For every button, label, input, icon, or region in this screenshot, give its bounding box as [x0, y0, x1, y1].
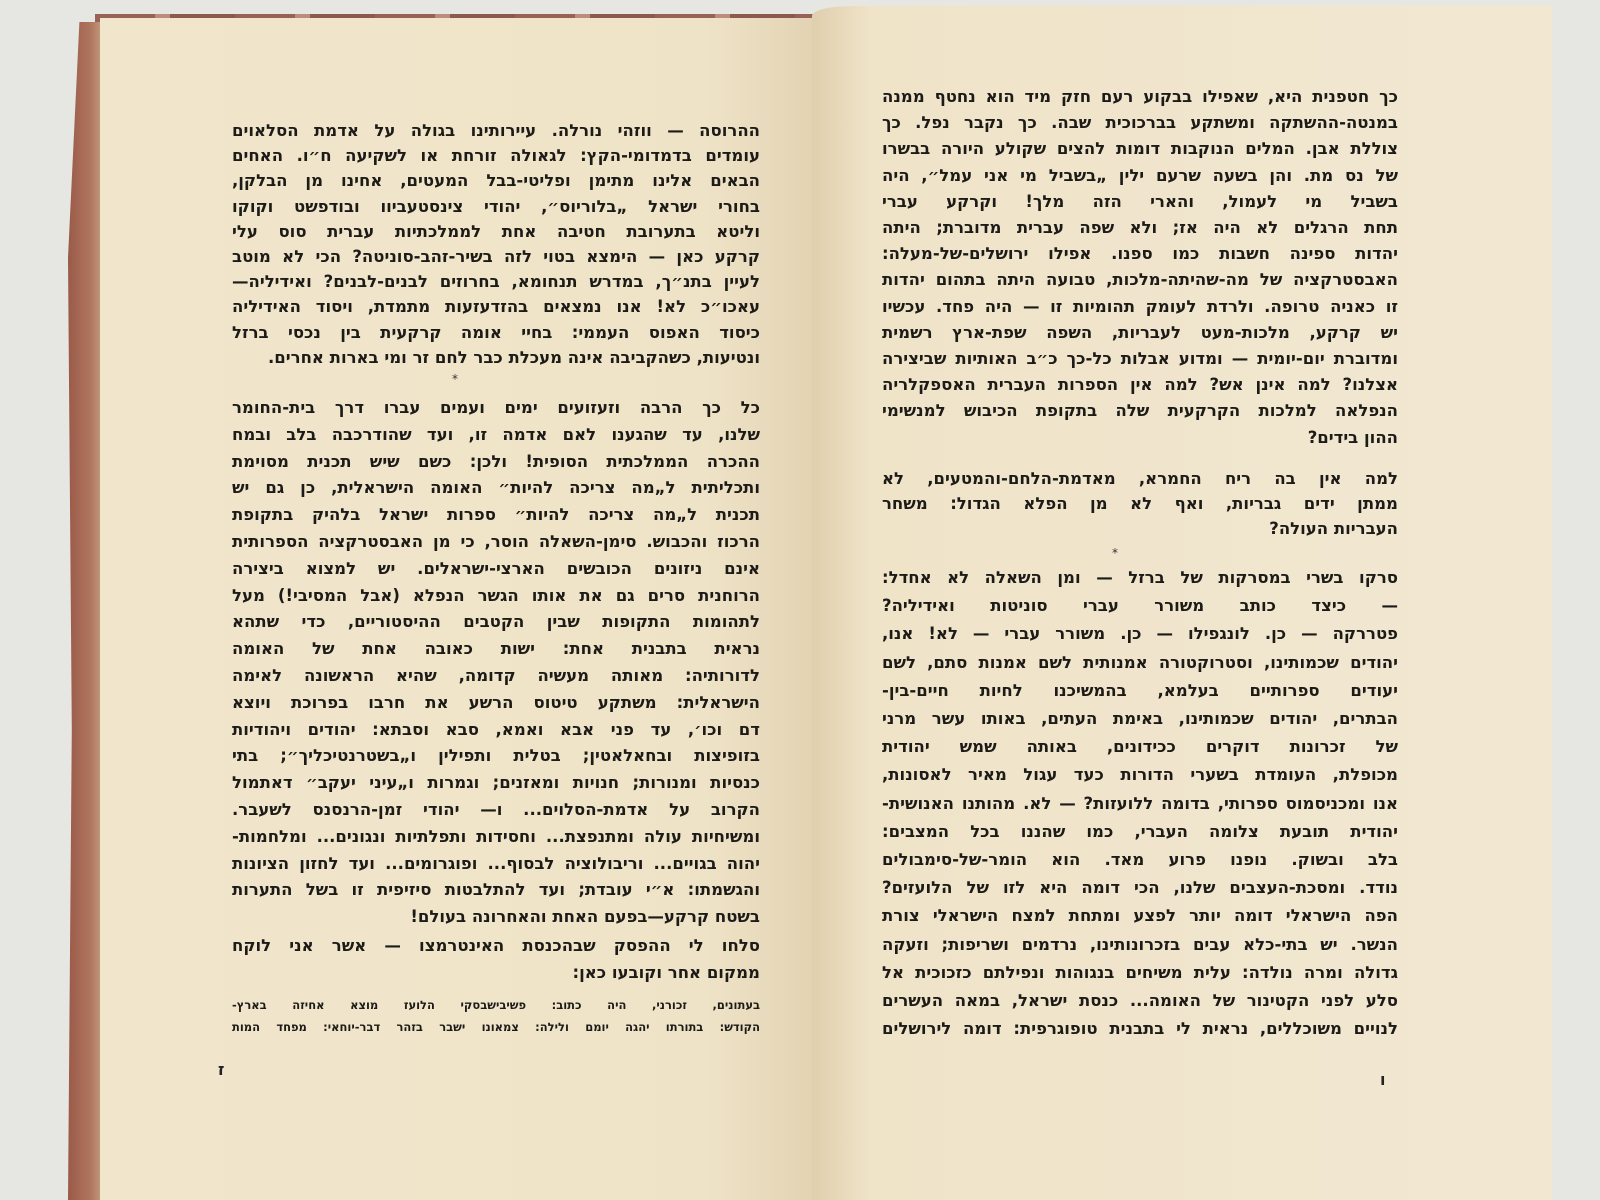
text-line: קרקע כאן — הימצא בטוי לזה בשיר-זהב-סוניטה? הכי לא מוטב — [232, 247, 760, 267]
text-line: למה אין בה ריח החמרא, מאדמת-הלחם-והמטעים, לא — [882, 469, 1398, 488]
text-line: לעיין בתנ״ך, במדרש תנחומא, בחרוזים לבנים-לבנים? ואידיליה— — [232, 272, 760, 292]
text-line: צוללת אבן. המלים הנוקבות דומות להצים שקולע היורה בבשרו — [882, 139, 1398, 159]
text-line: האבסטרקציה של מה-שהיתה-מלכות, טבועה היתה בתהום יהדות — [882, 270, 1398, 290]
text-line: סלע לפני הקטינור של האומה... כנסת ישראל, במאה העשרים — [882, 991, 1398, 1011]
right-section-separator: * — [1112, 546, 1118, 560]
text-line: ההרוסה — ווזהי נורלה. עיירותינו בגולה על אדמת הסלאוים — [232, 121, 760, 140]
text-line: בעתונים, זכורני, היה כתוב: פשיבישבסקי הלועז מוצא אחיזה בארץ- — [232, 998, 760, 1012]
text-line: הישראלית: משתקע טיטוס הרשע את חרבו בפרוכת ויוצא — [232, 692, 760, 712]
text-line: ומדוברת יום-יומית — ומדוע אבלות כל-כך כ״ב האותיות שביצירה — [882, 349, 1398, 369]
text-line: לדורותיה: מאותה מעשיה קדומה, שהיא הראשונה לאימה — [232, 665, 760, 685]
text-line: ותכליתית ל„מה צריכה להיות״ האומה הישראלית, כן גם יש — [232, 478, 760, 498]
text-line: יש קרקע, מלכות-מעט לעבריות, השפה שפת-ארץ רשמית — [882, 322, 1398, 342]
text-line: של זכרונות דוקרים ככידונים, באותה שמש יהודית — [882, 737, 1398, 757]
text-line: בשטח קרקע—בפעם האחת והאחרונה בעולם! — [410, 907, 760, 927]
text-line: והגשמתו: א״י עובדת; ועד להתלבטות סיזיפית זו בשל התערות — [232, 880, 760, 900]
text-line: זו כאניה טרופה. ולרדת לעומק תהומיות זו — היה פחד. עכשיו — [882, 296, 1398, 316]
text-line: ממתן ידים גבריות, ואף לא מן הפלא הגדול: משחר — [882, 494, 1398, 513]
text-line: ומשיחיות עולה ומתנפצת... וחסידות ותפלתיות ונגונים... ומלחמות- — [232, 826, 760, 846]
text-line: דם וכו׳, עד פני אבא ואמא, סבא וסבתא: יהודים ויהודיות — [232, 719, 760, 739]
text-line: מכופלת, העומדת בשערי הדורות כעד עגול מאיר לאסונות, — [882, 765, 1398, 785]
text-line: אצלנו? למה אינן אש? למה אין הספרות העברית האספקלריה — [882, 375, 1398, 395]
text-line: כך חטפנית היא, שאפילו בבקוע רעם חזק מיד הוא נחטף ממנה — [882, 87, 1398, 106]
text-line: תחת הרגלים לא היה אז; ולא שפה עברית מדוברת; היתה — [882, 218, 1398, 238]
text-line: יהוה בגויים... וריבולוציה לבסוף... ופוגרומים... ועד לחזון הציונות — [232, 853, 760, 873]
text-line: הנשר. יש בתי-כלא עבים בזכרונותינו, נרדמים ושריפות; וזעקה — [882, 934, 1398, 954]
left-footnote — [232, 994, 760, 1038]
text-line: עומדים בדמדומי-הקץ: לגאולה זורחת או לשקיעה ח״ו. האחים — [232, 146, 760, 166]
text-line: הקרוב על אדמת-הסלוים... ו— יהודי זמן-הרנסנס לשעבר. — [232, 799, 760, 819]
right-page-number: ו — [1380, 1070, 1386, 1089]
text-line: עאכו״כ לא! אנו נמצאים בהזדעזעות מתמדת, ויסוד האידיליה — [232, 297, 760, 317]
text-line: במנטה-ההשתקה ומשתקע בברכוכית שבה. כך נקבר נפל. כך — [882, 113, 1398, 133]
text-line: בלב ובשוק. נופנו פרוע מאד. הוא הומר-של-סימבולים — [882, 850, 1398, 870]
text-line: הפה הישראלי דומה יותר לפצע ומתחת למצח הישראלי צורת — [882, 906, 1398, 926]
text-line: אינם ניזונים הכובשים הארצי-ישראלים. יש למצוא ביצירה — [232, 558, 760, 578]
text-line: יהודים שכמותינו, וסטרוקטורה אמנותית לשם אמנות סתם, לשם — [882, 652, 1398, 672]
text-line: לתהומות התקופות שבין הקטבים ההיסטוריים, כדי שתהא — [232, 612, 760, 632]
text-line: יעודים ספרותיים בעלמא, בהמשיכנו לחיות חיים-בין- — [882, 680, 1398, 700]
text-line: נודד. ומסכת-העצבים שלנו, הכי דומה היא לזו של הלועזים? — [882, 878, 1398, 898]
text-line: יהודית תובעת צלומה העברי, כמו שהננו בכל המצבים: — [882, 821, 1398, 841]
text-line: כיסוד האפוס העממי: בחיי אומה קרקעית בין נכסי ברזל — [232, 322, 760, 342]
text-line: ונטיעות, כשהקביבה אינה מעכלת כבר לחם זר ומי בארות אחרים. — [268, 347, 760, 367]
text-line: בחורי ישראל „בלוריוס״, יהודי צינסטעביוו ובודפשט וקוקו — [232, 196, 760, 216]
text-line: הרוחנית סרים גם את אותו הגשר הנפלא (אבל המסיבי!) מעל — [232, 585, 760, 605]
text-line: הבאים אלינו מתימן ופליטי-בבל המעטים, אחינו מן הבלקן, — [232, 171, 760, 191]
right-paragraph-3 — [882, 564, 1398, 1043]
text-line: שלנו, עד שהגענו לאם אדמה זו, ועד שהודרכבה בלב ובמח — [232, 424, 760, 444]
left-paragraph-3 — [232, 932, 760, 986]
text-line: הנפלאה למלכות הקרקעית שלה בתקופת הכיבוש למנשימי — [882, 401, 1398, 421]
text-line: ממקום אחר וקובעו כאן: — [572, 963, 760, 982]
text-line: — כיצד כותב משורר עברי סוניטות ואידיליה? — [882, 596, 1398, 616]
text-line: בזופיצות ובחאלאטין; בטלית ותפילין ו„בשטרנטיכליך״; בתי — [232, 746, 760, 766]
text-line: סרקו בשרי במסרקות של ברזל — ומן השאלה לא אחדל: — [882, 568, 1398, 587]
text-line: אנו ומכניסמוס ספרותי, בדומה ללועזות? — לא. מהותנו האנושית- — [882, 793, 1398, 813]
text-line: סלחו לי ההפסק שבהכנסת האינטרמצו — אשר אני לוקח — [232, 936, 760, 955]
text-line: העבריות העולה? — [1269, 519, 1398, 538]
text-line: ההכרה הממלכתית הסופית! ולכן: כשם שיש תכנית מסוימת — [232, 451, 760, 471]
text-line: ההון בידים? — [1307, 427, 1398, 447]
right-paragraph-2 — [882, 466, 1398, 541]
text-line: גדולה ומרה נולדה: עלית משיחים בנגוהות ונפילתם כזכוכית אל — [882, 962, 1398, 982]
text-line: כנסיות ומנורות; חנויות ומאזנים; וגמרות ו„עיני יעקב״ דאתמול — [232, 773, 760, 793]
text-line: לנויים משוכללים, נראית לי בתבנית טופוגרפית: דומה לירושלים — [882, 1019, 1398, 1039]
left-paragraph-2 — [232, 395, 760, 931]
text-line: פטררקה — כן. לונגפילו — כן. משורר עברי — לא! אנו, — [882, 624, 1398, 644]
text-line: בשביל מי לעמול, והארי הזה מלך! וקרקע עברי — [882, 191, 1398, 211]
text-line: נראית בתבנית אחת: ישות כאובה אחת של האומה — [232, 639, 760, 659]
text-line: הרכוז והכבוש. סימן-השאלה הוסר, כי מן האבסטרקציה הספרותית — [232, 531, 760, 551]
left-section-separator: * — [452, 372, 458, 386]
left-paragraph-1 — [232, 118, 760, 370]
text-line: וליטא בתערובת חטיבה אחת לממלכתיות עברית סוס עלי — [232, 221, 760, 241]
right-paragraph-1 — [882, 84, 1398, 451]
text-line: כל כך הרבה וזעזועים ימים ועמים עברו דרך בית-החומר — [232, 398, 760, 417]
text-line: של נס מת. והן בשעה שרעם ילין „בשביל מי אני עמל״, היה — [882, 165, 1398, 185]
text-line: הבתרים, יהודים שכמותינו, באימת העתים, באותו עשר מרני — [882, 709, 1398, 729]
left-page-number: ז — [218, 1060, 225, 1079]
text-line: הקודש: בתורתו יהגה יומם ולילה: צמאונו ישבר בזהר דבר-יוחאי: מפחד המות — [232, 1020, 760, 1034]
text-line: יהדות ספינה חשבות כמו ספנו. אפילו ירושלים-של-מעלה: — [882, 244, 1398, 264]
text-line: תכנית ל„מה צריכה להיות״ ספרות ישראל בלהיק בתקופת — [232, 505, 760, 525]
